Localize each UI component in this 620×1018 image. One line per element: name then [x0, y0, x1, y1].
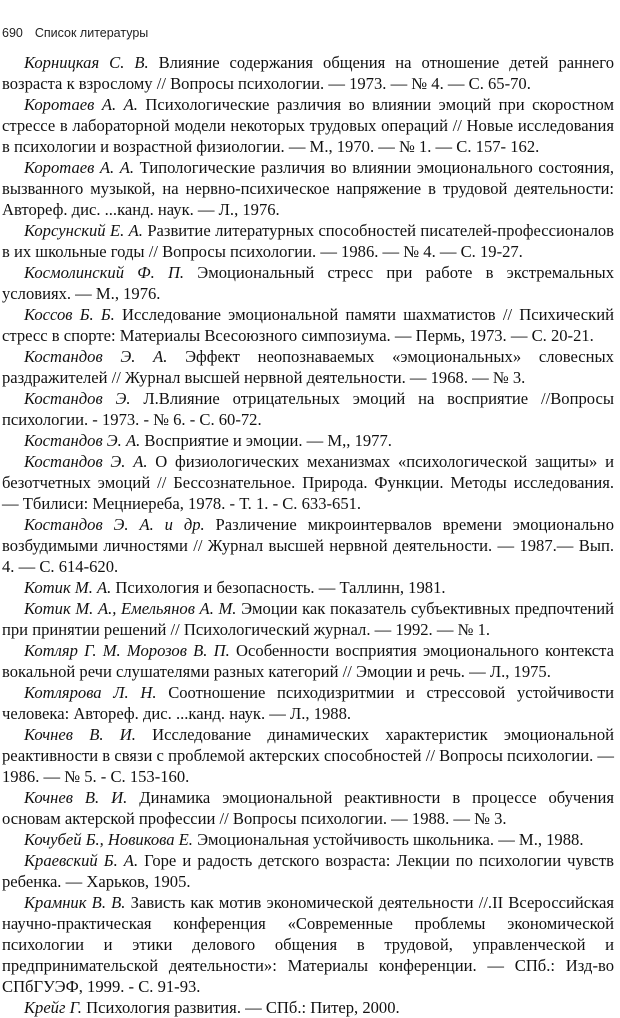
reference-text: Психология развития. — СПб.: Питер, 2000. [81, 998, 400, 1017]
reference-text: Психологические различия во влиянии эмоций при скоростном стрессе в лабораторной модели некоторых трудовых операций // Новые исследования в психологии и возрастной физиологии. — М., 1970. — № 1. — С. 157- 162. [2, 95, 614, 156]
reference-text: Восприятие и эмоции. — М,, 1977. [140, 431, 392, 450]
reference-entry [2, 724, 614, 787]
reference-entry [2, 451, 614, 514]
reference-entry [2, 787, 614, 829]
reference-text: Исследование динамических характеристик эмоциональной реактивности в связи с проблемой актерских способностей // Вопросы психологии. — 1986. — № 5. - С. 153-160. [2, 725, 615, 786]
reference-author: Костандов Э. А. [24, 431, 141, 450]
reference-text: Развитие литературных способностей писателей-профессионалов в их школьные годы // Вопросы психологии. — 1986. — № 4. — С. 19-27. [2, 221, 614, 261]
reference-entry [2, 157, 614, 220]
reference-text: Горе и радость детского возраста: Лекции по психологии чувств ребенка. — Харьков, 1905. [2, 851, 614, 891]
reference-author: Кочнев В. И. [24, 788, 128, 807]
reference-text: Типологические различия во влиянии эмоционального состояния, вызванного музыкой, на нервно-психическое напряжение в трудовой деятельности: Автореф. дис. ...канд. наук. — Л., 1976. [2, 158, 614, 219]
reference-author: Костандов Э. А. [24, 452, 148, 471]
reference-entry [2, 682, 614, 724]
reference-entry [2, 829, 614, 850]
reference-text: Соотношение психодизритмии и стрессовой устойчивости человека: Автореф. дис. ...канд. наук. — Л., 1988. [2, 683, 614, 723]
reference-text: Эффект неопознаваемых «эмоциональных» словесных раздражителей // Журнал высшей нервной деятельности. — 1968. — № 3. [2, 347, 614, 387]
reference-author: Костандов Э. [24, 389, 131, 408]
reference-author: Костандов Э. А. и др. [24, 515, 205, 534]
reference-entry [2, 892, 614, 997]
reference-text: Различение микроинтервалов времени эмоционально возбудимыми личностями // Журнал высшей нервной деятельности. — 1987.— Вып. 4. — С. 614-620. [2, 515, 614, 576]
reference-entry [2, 304, 614, 346]
reference-entry [2, 388, 614, 430]
reference-text: Исследование эмоциональной памяти шахматистов // Психический стресс в спорте: Материалы Всесоюзного симпозиума. — Пермь, 1973. — С. 20-21. [2, 305, 614, 345]
reference-list [2, 52, 614, 1018]
reference-text: Психология и безопасность. — Таллинн, 1981. [111, 578, 446, 597]
reference-entry [2, 598, 614, 640]
running-header [2, 26, 148, 46]
reference-author: Корницкая С. В. [24, 53, 149, 72]
reference-author: Котик М. А., Емельянов А. М. [24, 599, 237, 618]
reference-entry [2, 577, 614, 598]
reference-author: Кочубей Б., Новикова Е. [24, 830, 193, 849]
reference-author: Корсунский Е. А. [24, 221, 143, 240]
reference-author: Крейг Г. [24, 998, 82, 1017]
reference-author: Краевский Б. А. [24, 851, 139, 870]
reference-text: Эмоциональный стресс при работе в экстремальных условиях. — М., 1976. [2, 263, 614, 303]
reference-entry [2, 346, 614, 388]
reference-author: Космолинский Ф. П. [24, 263, 185, 282]
reference-text: Зависть как мотив экономической деятельности //.II Всероссийская научно-практическая конференция «Современные проблемы экономической психологии и этики делового общения в трудовой, управленческой и предпринимательской деятельности»: Материалы конференции. — СПб.: Изд-во СПбГУЭФ, 1999. - С. 91-93. [2, 893, 614, 996]
reference-entry [2, 52, 614, 94]
reference-entry [2, 262, 614, 304]
reference-author: Кочнев В. И. [24, 725, 136, 744]
reference-author: Котлярова Л. Н. [24, 683, 157, 702]
reference-author: Котляр Г. М. Морозов В. П. [24, 641, 230, 660]
reference-entry [2, 850, 614, 892]
reference-text: Особенности восприятия эмоционального контекста вокальной речи слушателями разных категорий // Эмоции и речь. — Л., 1975. [2, 641, 614, 681]
reference-entry [2, 94, 614, 157]
reference-entry [2, 514, 614, 577]
reference-entry [2, 430, 614, 451]
reference-text: Л.Влияние отрицательных эмоций на восприятие //Вопросы психологии. - 1973. - № 6. - С. 60-72. [2, 389, 614, 429]
reference-text: Влияние содержания общения на отношение детей раннего возраста к взрослому // Вопросы психологии. — 1973. — № 4. — С. 65-70. [2, 53, 614, 93]
reference-text: Динамика эмоциональной реактивности в процессе обучения основам актерской профессии // Вопросы психологии. — 1988. — № 3. [2, 788, 615, 828]
reference-author: Котик М. А. [24, 578, 112, 597]
reference-author: Коротаев А. А. [24, 95, 138, 114]
reference-text: Эмоции как показатель субъективных предпочтений при принятии решений // Психологический журнал. — 1992. — № 1. [2, 599, 614, 639]
reference-text: Эмоциональная устойчивость школьника. — М., 1988. [192, 830, 584, 849]
reference-text: О физиологических механизмах «психологической защиты» и безотчетных эмоций // Бессознательное. Природа. Функции. Методы исследования. — Тбилиси: Мецниереба, 1978. - Т. 1. - С. 633-651. [2, 452, 614, 513]
section-title: Список литературы [34, 26, 149, 40]
reference-author: Коссов Б. Б. [24, 305, 115, 324]
reference-author: Костандов Э. А. [24, 347, 168, 366]
page-number: 690 [2, 26, 23, 40]
reference-author: Коротаев А. А. [24, 158, 135, 177]
reference-author: Крамник В. В. [24, 893, 126, 912]
reference-entry [2, 997, 614, 1018]
reference-entry [2, 220, 614, 262]
reference-entry [2, 640, 614, 682]
